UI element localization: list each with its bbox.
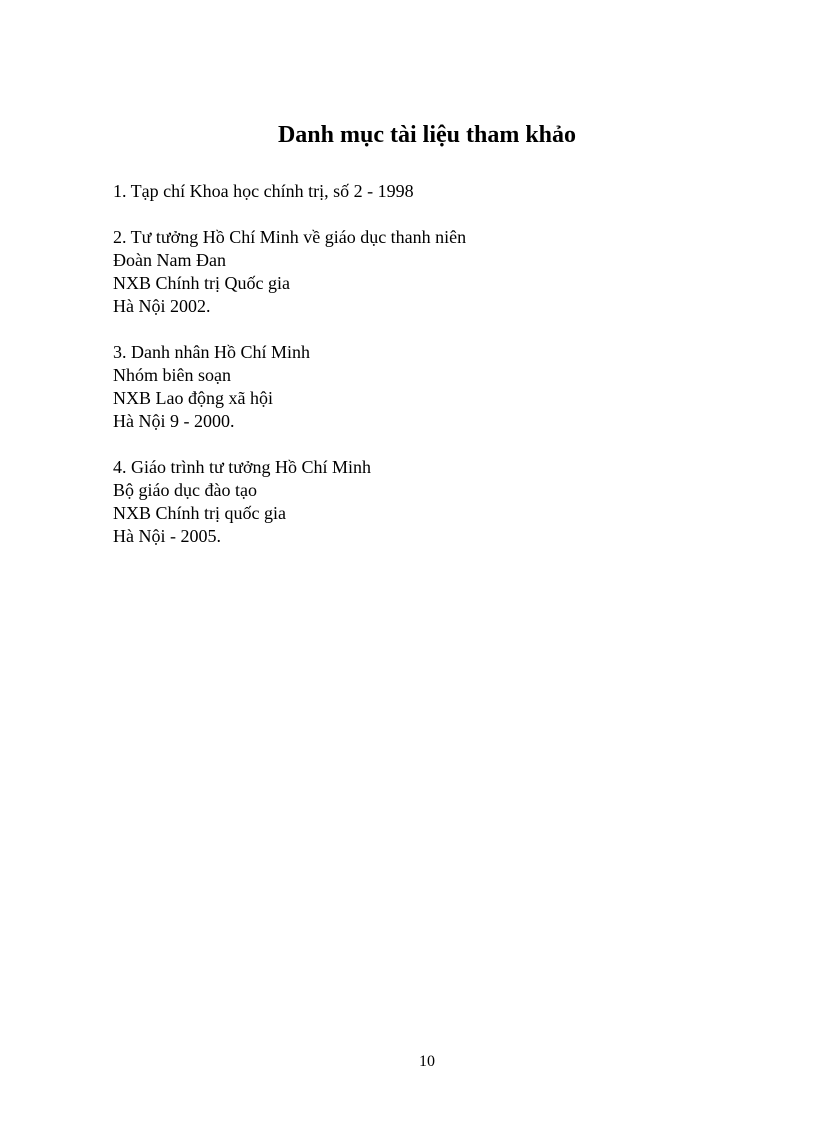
reference-publisher: NXB Chính trị quốc gia: [113, 503, 286, 523]
reference-place-date: Hà Nội 2002.: [113, 296, 211, 316]
reference-entry-4: [113, 456, 733, 548]
reference-title: 4. Giáo trình tư tưởng Hồ Chí Minh: [113, 457, 372, 477]
reference-title: 3. Danh nhân Hồ Chí Minh: [113, 342, 310, 362]
reference-title: 2. Tư tưởng Hồ Chí Minh về giáo dục thanh niên: [113, 227, 467, 247]
reference-place-date: Hà Nội - 2005.: [113, 526, 221, 546]
reference-author: Đoàn Nam Đan: [113, 250, 226, 270]
reference-publisher: NXB Lao động xã hội: [113, 388, 273, 408]
page-number: 10: [419, 1053, 435, 1070]
reference-entry-1: [113, 180, 733, 203]
reference-entry-2: [113, 226, 733, 318]
reference-publisher: NXB Chính trị Quốc gia: [113, 273, 290, 293]
reference-author: Bộ giáo dục đào tạo: [113, 480, 257, 500]
page-title: Danh mục tài liệu tham khảo: [277, 122, 577, 148]
reference-author: Nhóm biên soạn: [113, 365, 231, 385]
reference-entry-3: [113, 341, 733, 433]
reference-title: 1. Tạp chí Khoa học chính trị, số 2 - 1998: [113, 181, 414, 201]
reference-place-date: Hà Nội 9 - 2000.: [113, 411, 235, 431]
reference-list: [113, 180, 733, 571]
